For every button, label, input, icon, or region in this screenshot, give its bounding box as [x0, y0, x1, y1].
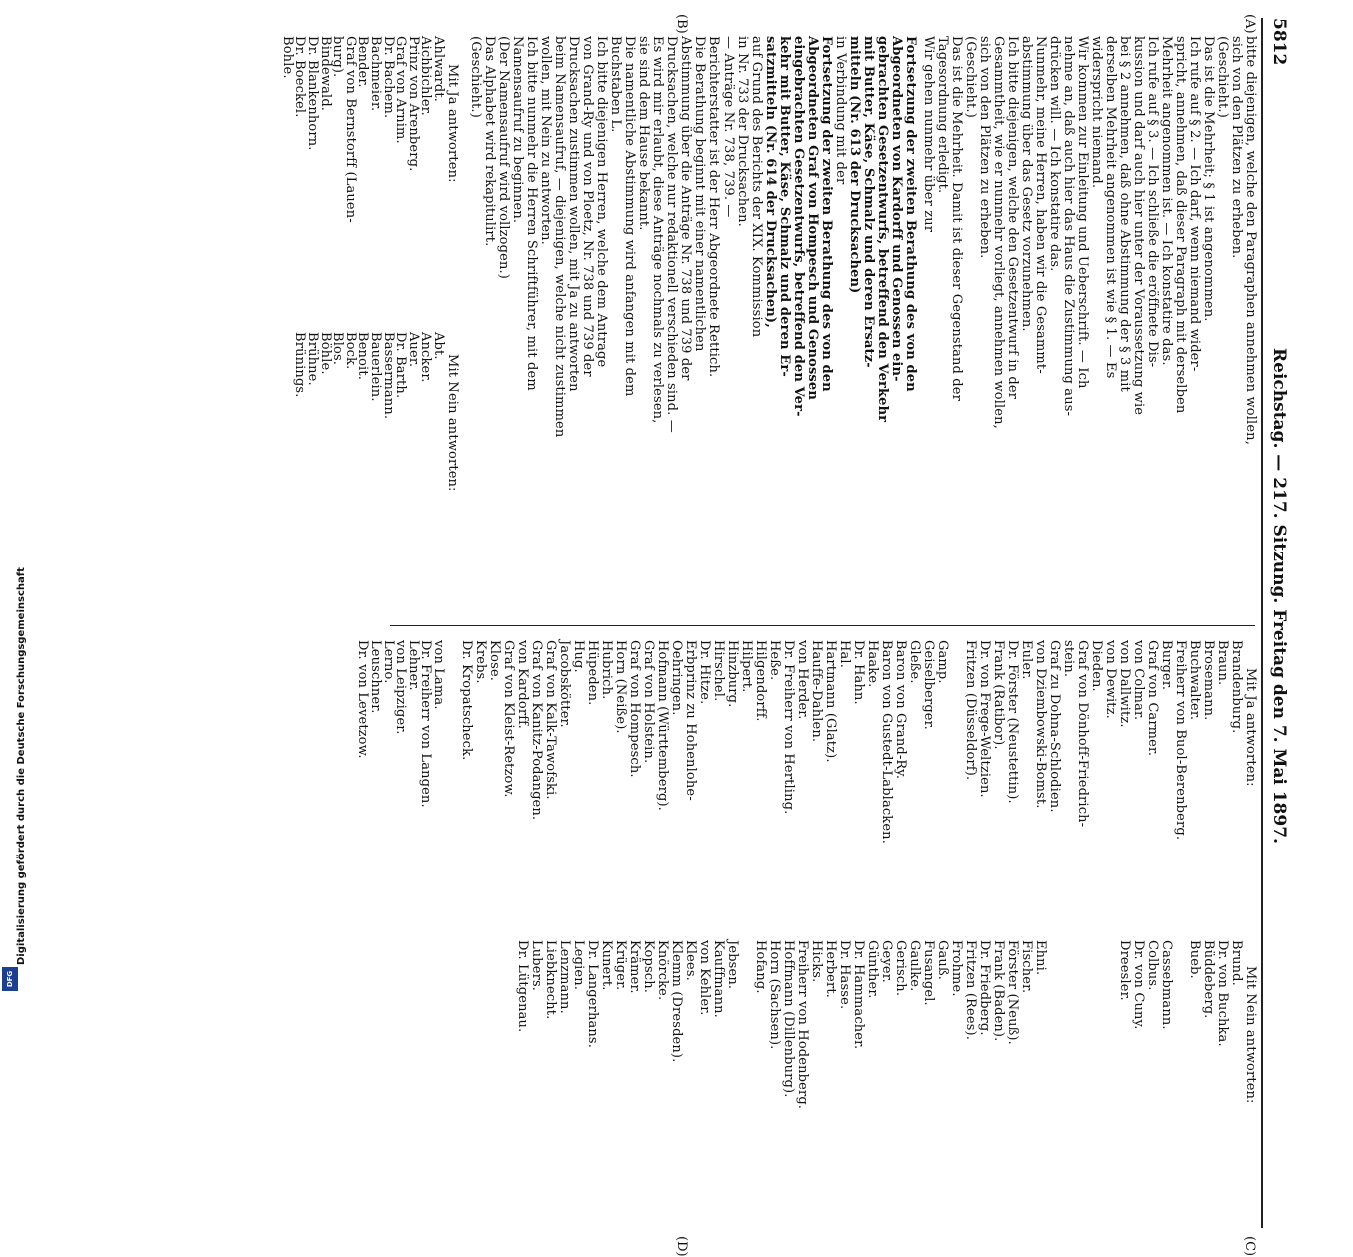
margin-marker-b: (B) [674, 14, 689, 34]
text-line: Hauffe-Dahlen. [809, 640, 824, 743]
text-line: Hinzburg. [725, 640, 740, 708]
text-line: Klees. [683, 940, 698, 981]
text-line: Haake. [865, 640, 880, 688]
text-line: Bender. [355, 36, 371, 88]
text-line: Das Alphabet wird rekapitulirt. [482, 36, 497, 247]
text-line: spricht, annehmen, daß dieser Paragraph mit derselben [1173, 36, 1188, 414]
text-line: Dr. Förster (Neustettin). [1005, 640, 1020, 804]
text-line: Hilgendorff. [753, 640, 768, 722]
text-line: Hubrich. [599, 640, 614, 700]
text-line: Fritzen (Düsseldorf). [963, 640, 978, 781]
text-line: satzmitteln (Nr. 614 der Drucksachen), [763, 36, 778, 328]
text-line: sie sind dem Hause bekannt. [636, 36, 651, 231]
text-line: Büddeberg. [1201, 940, 1216, 1019]
text-line: eingebrachten Gesetzentwurfs, betreffend den Ver- [791, 36, 806, 417]
text-line: Kauffmann. [711, 940, 726, 1018]
text-line: Drucksachen, welche nur redaktionell verschieden sind. — [664, 36, 679, 433]
text-line: Das ist die Mehrheit. Damit ist dieser Gegenstand der [949, 36, 964, 401]
text-line: Hartmann (Glatz). [823, 640, 838, 763]
page-header-title: Reichstag. — 217. Sitzung. Freitag den 7. Mai 1897. [1269, 348, 1289, 844]
text-line: Nunmehr, meine Herren, haben wir die Gesammt- [1033, 36, 1048, 374]
text-line: beim Namensaufruf, — diejenigen, welche nicht zustimmen [552, 36, 567, 438]
text-line: Prinz von Arenberg. [405, 36, 421, 172]
text-line: Auer. [405, 332, 421, 368]
text-line: Burger. [1159, 640, 1174, 691]
text-line: bei § 2 annehmen, daß ohne Abstimmung der § 3 mit [1117, 36, 1132, 392]
text-line: (Geschieht.) [963, 36, 978, 118]
text-line: Kunert. [599, 940, 614, 991]
text-line: Geiselberger. [921, 640, 936, 730]
text-line: Bachmeier. [368, 36, 383, 112]
text-line: (Geschieht.) [468, 36, 483, 118]
text-line: Tagesordnung erledigt. [935, 36, 950, 194]
text-line: Dr. Kropatscheck. [459, 640, 474, 761]
text-line: Braun. [1215, 640, 1230, 686]
text-line: Hilpert. [739, 640, 754, 693]
text-line: — Anträge Nr. 738, 739. — [721, 36, 736, 218]
text-line: Horn (Neiße). [613, 640, 628, 734]
text-line: Gamp. [935, 640, 950, 684]
nein-heading-right: Mit Nein antworten: [1243, 966, 1258, 1104]
text-line: sich von den Plätzen zu erheben. [977, 36, 992, 259]
text-line: Dr. von Buchka. [1215, 940, 1230, 1047]
text-line: Günther. [865, 940, 880, 999]
text-line: mit Butter, Käse, Schmalz und deren Ersatz- [861, 36, 876, 368]
text-line: Brund. [1229, 940, 1244, 986]
text-line: Erbprinz zu Hohenlohe- [683, 640, 698, 801]
text-line: Gaulke. [907, 940, 922, 992]
text-line: Wir gehen nunmehr über zur [921, 36, 936, 233]
text-line: Buchstaben L. [608, 36, 623, 133]
text-line: Graf von Kleist-Retzow. [501, 640, 516, 798]
text-line: Förster (Neuß). [1005, 940, 1020, 1045]
text-line: Gleße. [907, 640, 922, 684]
text-line: Dr. von Levetzow. [355, 640, 371, 759]
text-line: Liebknecht. [543, 940, 558, 1020]
text-line: von Herder. [795, 640, 810, 720]
text-line: Frank (Baden). [991, 940, 1006, 1042]
text-line: stein. [1061, 640, 1076, 678]
text-line: Frank (Ratibor). [991, 640, 1006, 750]
text-line: Dr. Hahn. [851, 640, 866, 705]
text-line: Fusangel. [921, 940, 936, 1006]
text-line: Ahlwardt. [431, 36, 446, 103]
text-line: Dr. Lütgenau. [515, 940, 530, 1033]
text-line: Legien. [571, 940, 586, 991]
text-line: Jacobskötter. [557, 640, 572, 728]
text-line: Die namentliche Abstimmung wird anfangen mit dem [622, 36, 637, 397]
text-line: abstimmung über das Gesetz vorzunehmen. [1019, 36, 1034, 332]
text-line: Ich bitte nunmehr die Herren Schriftführer, mit dem [524, 36, 539, 391]
text-line: von Colmar. [1131, 640, 1146, 721]
text-line: Brünings. [292, 332, 308, 398]
text-line: wollen, mit Nein zu antworten. [538, 36, 553, 245]
text-line: Geyer. [879, 940, 894, 983]
text-line: Dr. Hitze. [697, 640, 712, 705]
text-line: Brandenburg. [1229, 640, 1244, 734]
text-line: Brosemann. [1201, 640, 1216, 721]
text-line: Dr. Hasse. [837, 940, 852, 1010]
text-line: Hicks. [809, 940, 824, 983]
text-line: Bohle. [279, 36, 295, 79]
text-line: kussion und darf auch hier unter der Voraussetzung wie [1131, 36, 1146, 416]
text-line: Buchwalter. [1187, 640, 1202, 721]
text-line: Krüger. [613, 940, 628, 991]
text-line: Das ist die Mehrheit; § 1 ist angenommen. [1201, 36, 1216, 322]
text-line: Graf von Bernstorff (Lauen- [342, 36, 358, 223]
text-line: Aichbichler. [418, 36, 434, 116]
text-line: Dreesler. [1117, 940, 1132, 1001]
text-line: von Dallwitz. [1117, 640, 1132, 728]
text-line: Gerisch. [893, 940, 908, 997]
footer-credit-text: Digitalisierung gefördert durch die Deutsche Forschungsgemeinschaft [16, 567, 27, 965]
text-line: in Verbindung mit der [833, 36, 848, 185]
text-line: Fortsetzung der zweiten Berathung des von den [819, 36, 834, 392]
text-line: Graf von Kalk-Tawofski. [543, 640, 558, 800]
text-line: Ich rufe auf § 3. — Ich schließe die eröffnete Dis- [1145, 36, 1160, 368]
text-line: Dr. Langerhans. [585, 940, 600, 1049]
text-line: Ich bitte diejenigen, welche den Gesetzentwurf in der [1005, 36, 1020, 400]
text-line: Bauerlein. [368, 332, 383, 402]
text-line: drücken will. — Ich konstatire das. [1047, 36, 1062, 272]
text-line: Es wird mir erlaubt, diese Anträge nochmals zu verlesen, [650, 36, 665, 424]
text-line: mitteln (Nr. 613 der Drucksachen) [847, 36, 862, 294]
text-line: Baron von Gustedt-Lablacken. [879, 640, 894, 844]
text-line: Ehni. [1033, 940, 1048, 976]
text-line: Abstimmung über die Anträge Nr. 738 und 739 der [678, 36, 693, 381]
text-line: Jebsen. [725, 940, 740, 990]
text-line: von Dziembowski-Bomst. [1033, 640, 1048, 809]
text-line: Lubers. [529, 940, 544, 992]
text-line: Frohme. [949, 940, 964, 997]
text-line: Abgeordneten Graf von Hompesch und Genossen [805, 36, 820, 400]
header-rule [1261, 18, 1263, 1228]
text-line: nehme an, daß auch hier das Haus die Zustimmung aus- [1061, 36, 1076, 417]
text-line: Benoit. [355, 332, 371, 381]
text-line: Dr. Boeckel. [292, 36, 308, 118]
text-line: burg). [330, 36, 346, 78]
text-line: Freiherr von Buol-Berenberg. [1173, 640, 1188, 841]
text-line: Graf von Dönhoff-Friedrich- [1075, 640, 1090, 828]
text-line: Leuschner. [368, 640, 383, 714]
text-line: Bueb. [1187, 940, 1202, 979]
text-line: Lehner. [405, 640, 421, 691]
text-line: (Geschieht.) [1215, 36, 1230, 118]
page-number: 5812 [1269, 18, 1289, 66]
text-line: Graf von Holstein. [641, 640, 656, 764]
text-line: Namensaufruf zu beginnen. [510, 36, 525, 224]
text-line: Klemm (Dresden). [669, 940, 684, 1063]
text-line: Fortsetzung der zweiten Berathung des von den [903, 36, 918, 392]
text-line: Dr. Bachem. [380, 36, 396, 119]
text-line: bitte diejenigen, welche den Paragraphen annehmen wollen, [1243, 36, 1258, 445]
text-line: gebrachten Gesetzentwurfs, betreffend den Verkehr [875, 36, 890, 423]
text-line: in Nr. 733 der Drucksachen. [735, 36, 750, 227]
text-line: Graf von Carmer. [1145, 640, 1160, 757]
text-line: Dr. Freiherr von Langen. [418, 640, 434, 808]
text-line: von Grand-Ry und von Ploetz, Nr. 738 und 739 der [580, 36, 595, 377]
nein-heading-left: Mit Nein antworten: [445, 354, 460, 492]
text-line: von Kardorff. [515, 640, 530, 729]
text-line: Drucksachen zustimmen wollen, mit Ja zu antworten [566, 36, 581, 392]
margin-marker-d: (D) [674, 1236, 689, 1257]
column-divider [390, 625, 1255, 626]
text-line: Ich rufe auf § 2. — Ich darf, wenn niemand wider- [1187, 36, 1202, 372]
text-line: Brühne. [305, 332, 320, 386]
text-line: Heße. [767, 640, 782, 681]
text-line: Hal. [837, 640, 852, 668]
text-line: Gesammtheit, wie er nunmehr vorliegt, annehmen wollen, [991, 36, 1006, 429]
text-line: Ancker. [418, 332, 434, 383]
text-line: Dr. Barth. [393, 332, 409, 399]
text-line: Graf zu Dohna-Schlodien. [1047, 640, 1062, 813]
text-line: (Der Namensaufruf wird vollzogen.) [496, 36, 511, 279]
dfg-logo-text: DFG [6, 970, 14, 988]
text-line: Hofmann (Württemberg). [655, 640, 670, 811]
text-line: Baron von Grand-Ry. [893, 640, 908, 780]
text-line: Colbus. [1145, 940, 1160, 991]
text-line: Dr. von Cuny. [1131, 940, 1146, 1030]
text-line: Euler. [1019, 640, 1034, 680]
text-line: Dieden. [1089, 640, 1104, 692]
text-line: Hüpeden. [585, 640, 600, 706]
ja-heading-left: Mit Ja antworten: [445, 64, 460, 183]
text-line: Böhle. [317, 332, 333, 375]
text-line: Hirschel. [711, 640, 726, 702]
text-line: Freiherr von Hodenberg. [795, 940, 810, 1110]
text-line: Dr. Friedberg. [977, 940, 992, 1036]
text-line: sich von den Plätzen zu erheben. [1229, 36, 1244, 259]
text-line: Horn (Sachsen). [767, 940, 782, 1050]
text-line: Bindewald. [317, 36, 333, 112]
text-line: Kopsch. [641, 940, 656, 994]
text-line: Hoffmann (Dillenburg). [781, 940, 796, 1098]
text-line: Lenzmann. [557, 940, 572, 1014]
text-line: Dr. Hammacher. [851, 940, 866, 1050]
ja-heading-right: Mit Ja antworten: [1243, 668, 1258, 787]
text-line: Mehrheit angenommen ist. — Ich konstatire das. [1159, 36, 1174, 366]
text-line: Hofang. [753, 940, 768, 994]
text-line: Berichterstatter ist der Herr Abgeordnete Rettich. [706, 36, 721, 378]
dfg-logo [2, 967, 18, 991]
text-line: Krebs. [473, 640, 488, 684]
text-line: kehr mit Butter, Käse, Schmalz und deren Er- [777, 36, 792, 377]
digitization-footer [2, 567, 27, 995]
text-line: auf Grund des Berichts der XIX. Kommission [749, 36, 764, 338]
text-line: Cassebmann. [1159, 940, 1174, 1030]
text-line: Fritzen (Rees). [963, 940, 978, 1041]
text-line: Ich bitte diejenigen Herren, welche dem Antrage [594, 36, 609, 368]
text-line: Lerno. [380, 640, 396, 684]
text-line: von Kehler. [697, 940, 712, 1016]
text-line: Graf von Kanitz-Podangen. [529, 640, 544, 821]
text-line: Herbert. [823, 940, 838, 999]
text-line: Graf von Hompesch. [627, 640, 642, 778]
text-line: Die Berathung beginnt mit einer namentlichen [692, 36, 707, 352]
margin-marker-c: (C) [1242, 1236, 1257, 1257]
text-line: Krämer. [627, 940, 642, 994]
text-line: Abgeordneten von Kardorff und Genossen ein- [889, 36, 904, 382]
margin-marker-a: (A) [1242, 14, 1257, 34]
text-line: Dr. Blankenhorn. [305, 36, 320, 151]
text-line: Bassermann. [380, 332, 396, 420]
text-line: Dr. Freiherr von Hertling. [781, 640, 796, 815]
text-line: Wir kommen zur Einleitung und Ueberschrift. — Ich [1075, 36, 1090, 389]
text-line: Graf von Arnim. [393, 36, 409, 144]
text-line: Klose. [487, 640, 502, 682]
text-line: von Leipziger. [393, 640, 409, 735]
text-line: Dr. von Frege-Weltzien. [977, 640, 992, 798]
text-line: Blos. [330, 332, 346, 366]
text-line: widerspricht niemand. [1089, 36, 1104, 189]
text-line: derselben Mehrheit angenommen ist wie § 1. — Es [1103, 36, 1118, 379]
text-line: Knörcke. [655, 940, 670, 1001]
text-line: Oehringen. [669, 640, 684, 716]
rotated-page-content [75, 14, 1295, 1257]
text-line: von Lama. [431, 640, 446, 710]
text-line: Bock. [342, 332, 358, 370]
text-line: von Dewitz. [1103, 640, 1118, 719]
text-line: Abt. [431, 332, 446, 360]
text-line: Hug. [571, 640, 586, 673]
text-line: Fischer. [1019, 940, 1034, 994]
text-line: Gauß. [935, 940, 950, 981]
